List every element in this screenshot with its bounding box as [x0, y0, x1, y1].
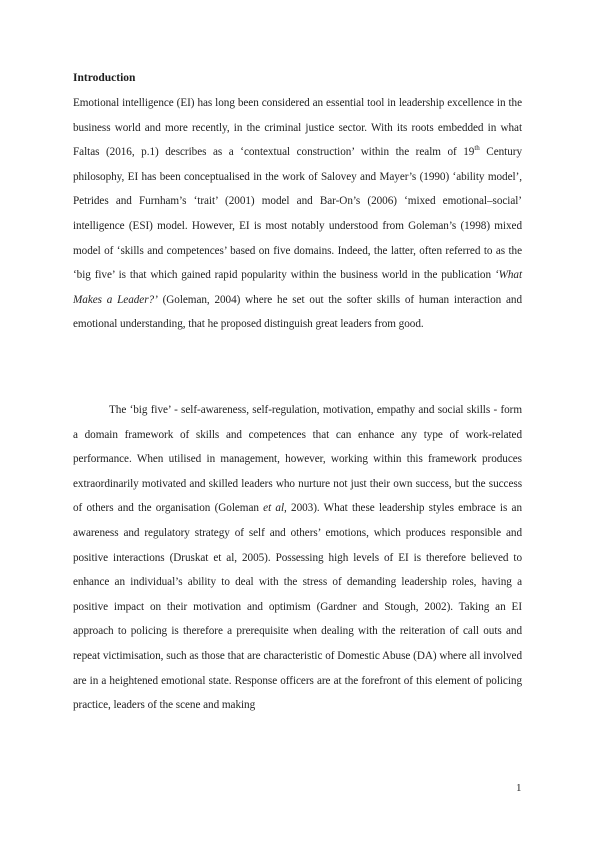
- publication-title: ‘What Makes a Leader?’: [73, 269, 522, 306]
- paragraph-1: [73, 91, 522, 337]
- citation-et-al: et al,: [263, 502, 287, 515]
- section-heading: Introduction: [73, 72, 136, 84]
- page-number: 1: [516, 782, 522, 794]
- paragraph-2-text: 2003). What these leadership styles embrace is an awareness and regulatory strategy of self and others’ emotions, which produces responsible and positive interactions (Druskat et al, 2005). Possessing high levels of EI is therefore believed to enhance an individual’s ability to deal with the stress of demanding leadership roles, having a positive impact on their motivation and optimism (Gardner and Stough, 2002). Taking an EI approach to policing is therefore a prerequisite when dealing with the reiteration of call outs and repeat victimisation, such as those that are characteristic of Domestic Abuse (DA) where all involved are in a heightened emotional state. Response officers are at the forefront of this element of policing practice, leaders of the scene and making: [73, 502, 522, 712]
- paragraph-2-text: The ‘big five’ - self-awareness, self-regulation, motivation, empathy and social skills - form a domain framework of skills and competences that can enhance any type of work-related performance. When utilised in management, however, working within this framework produces extraordinarily motivated and skilled leaders who nurture not just their own success, but the success of others and the organisation (Goleman: [73, 404, 522, 515]
- paragraph-2: [73, 398, 522, 718]
- ordinal-superscript: th: [474, 144, 480, 153]
- paragraph-1-text: (Goleman, 2004) where he set out the softer skills of human interaction and emotional understanding, that he proposed distinguish great leaders from good.: [73, 293, 522, 331]
- paragraph-1-text: Century philosophy, EI has been conceptualised in the work of Salovey and Mayer’s (1990) ‘ability model’, Petrides and Furnham’s ‘trait’ (2001) model and Bar-On’s (2006) ‘mixed emotional–social’ intelligence (ESI) model. However, EI is most notably understood from Goleman’s (1998) mixed model of ‘skills and competences’ based on five domains. Indeed, the latter, often referred to as the ‘big five’ is that which gained rapid popularity within the business world in the publication: [73, 146, 522, 282]
- paragraph-1-text: Emotional intelligence (EI) has long been considered an essential tool in leadership excellence in the business world and more recently, in the criminal justice sector. With its roots embedded in what Faltas (2016, p.1) describes as a ‘contextual construction’ within the realm of 19: [73, 97, 522, 159]
